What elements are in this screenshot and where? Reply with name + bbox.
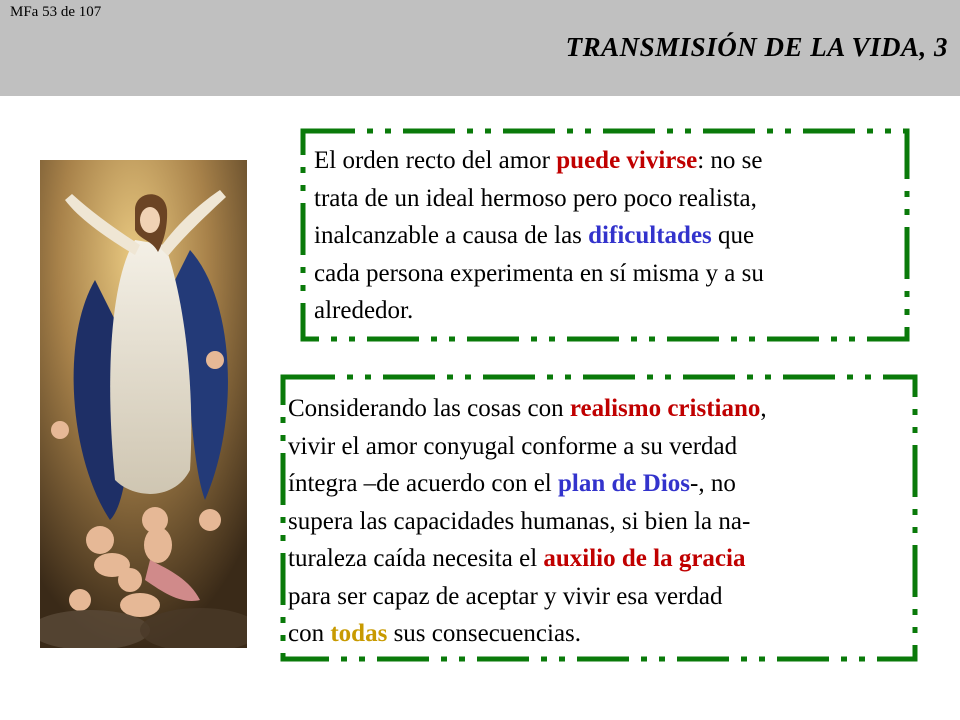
box-2-line: con todas sus consecuencias. [288,620,582,647]
box-2-line: Considerando las cosas con realismo cristiano, [288,395,767,422]
box-2-line: turaleza caída necesita el auxilio de la gracia [288,545,746,572]
text-box-1 [300,128,912,344]
slide-header [0,0,960,96]
box-2-line: supera las capacidades humanas, si bien la na- [288,507,751,535]
box-2-line: vivir el amor conyugal conforme a su verdad [288,432,738,460]
slide-title: TRANSMISIÓN DE LA VIDA, 3 [565,32,948,62]
box-1-line: inalcanzable a causa de las dificultades que [314,222,755,249]
text-box-2 [280,374,920,664]
box-1-line: trata de un ideal hermoso pero poco realista, [314,184,757,212]
virgin-painting-image [40,160,247,648]
box-1-line: El orden recto del amor puede vivirse: no se [314,147,763,174]
slide-counter: MFa 53 de 107 [10,4,102,20]
box-2-line: íntegra –de acuerdo con el plan de Dios-, no [288,470,736,497]
box-1-text [314,142,764,330]
box-1-line: cada persona experimenta en sí misma y a su [314,259,764,287]
box-1-line: alrededor. [314,297,414,324]
box-2-text [288,390,767,653]
box-2-line: para ser capaz de aceptar y vivir esa verdad [288,582,723,610]
